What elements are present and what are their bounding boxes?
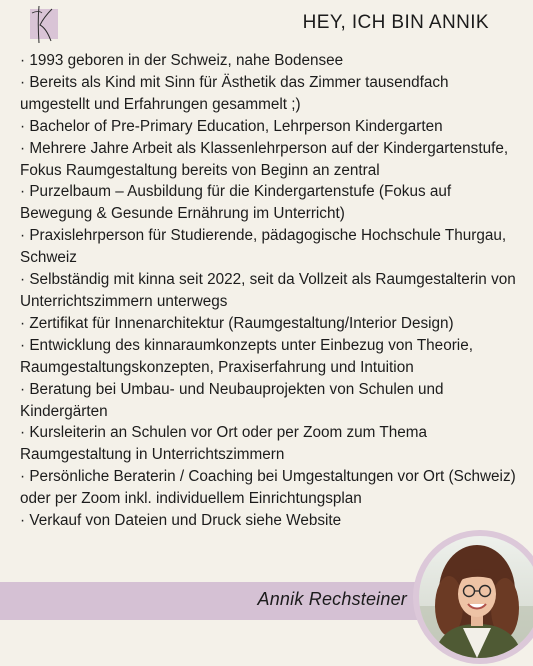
list-item: · Zertifikat für Innenarchitektur (Raumgestaltung/Interior Design) <box>20 313 518 335</box>
logo-icon <box>30 9 58 39</box>
list-item: · Selbständig mit kinna seit 2022, seit da Vollzeit als Raumgestalterin von Unterrichtszimmern unterwegs <box>20 269 518 313</box>
list-item: · 1993 geboren in der Schweiz, nahe Bodensee <box>20 50 518 72</box>
list-item: · Praxislehrperson für Studierende, pädagogische Hochschule Thurgau, Schweiz <box>20 225 518 269</box>
list-item: · Verkauf von Dateien und Druck siehe Website <box>20 510 518 532</box>
list-item: · Mehrere Jahre Arbeit als Klassenlehrperson auf der Kindergartenstufe, Fokus Raumgestaltung bereits von Beginn an zentral <box>20 138 518 182</box>
author-name: Annik Rechsteiner <box>257 589 407 609</box>
list-item: · Persönliche Beraterin / Coaching bei Umgestaltungen vor Ort (Schweiz) oder per Zoom inkl. individuellem Einrichtungsplan <box>20 466 518 510</box>
list-item: · Purzelbaum – Ausbildung für die Kindergartenstufe (Fokus auf Bewegung & Gesunde Ernährung im Unterricht) <box>20 181 518 225</box>
bio-list <box>20 50 518 532</box>
list-item: · Kursleiterin an Schulen vor Ort oder per Zoom zum Thema Raumgestaltung in Unterrichtszimmern <box>20 422 518 466</box>
list-item: · Bereits als Kind mit Sinn für Ästhetik das Zimmer tausendfach umgestellt und Erfahrungen gesammelt ;) <box>20 72 518 116</box>
portrait-photo <box>419 536 533 658</box>
list-item: · Entwicklung des kinnaraumkonzepts unter Einbezug von Theorie, Raumgestaltungskonzepten, Praxiserfahrung und Intuition <box>20 335 518 379</box>
list-item: · Beratung bei Umbau- und Neubauprojekten von Schulen und Kindergärten <box>20 379 518 423</box>
list-item: · Bachelor of Pre-Primary Education, Lehrperson Kindergarten <box>20 116 518 138</box>
kinna-monogram-icon <box>28 3 62 45</box>
portrait-illustration <box>419 536 533 658</box>
page-title: HEY, ICH BIN ANNIK <box>302 12 489 33</box>
